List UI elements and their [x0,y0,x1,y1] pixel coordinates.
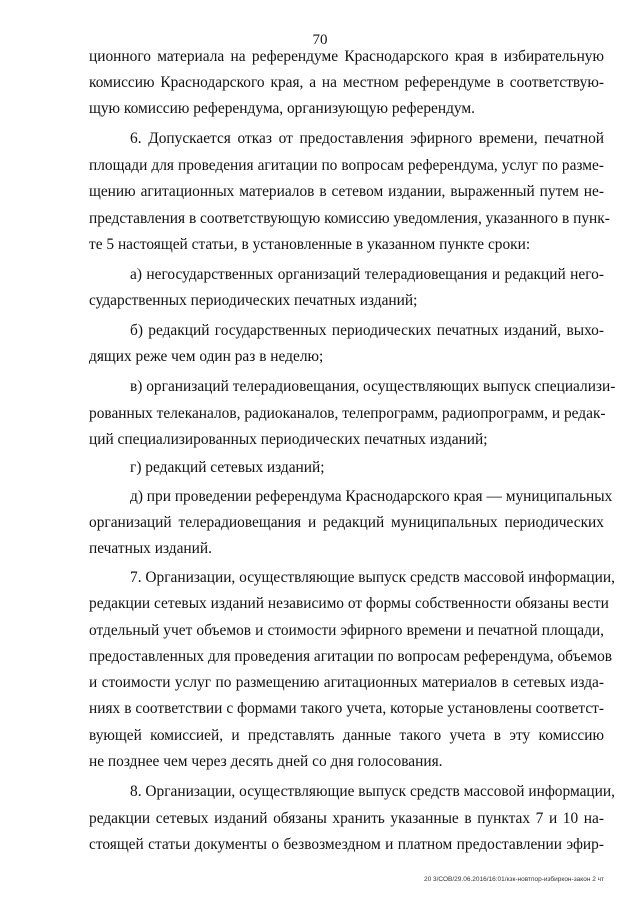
text-line: те 5 настоящей статьи, в установленные в указанном пункте сроки: [89,236,531,253]
text-line: ниях в соответствии с формами такого учета, которые установлены соответст- [89,700,604,717]
text-line: щую комиссию референдума, организующую референдум. [89,100,476,117]
text-line: вующей комиссией, и представлять данные такого учета в эту комиссию [89,727,604,744]
text-line: редакции сетевых изданий обязаны хранить указанные в пунктах 7 и 10 на- [89,810,604,827]
text-line: не позднее чем через десять дней со дня голосования. [89,753,443,770]
paragraph-6-start: 6. Допускается отказ от предоставления эфирного времени, печатной [130,130,604,147]
text-line: стоящей статьи документы о безвозмездном и платном предоставлении эфир- [89,836,604,853]
list-item-a-start: а) негосударственных организаций телерадиовещания и редакций него- [130,266,604,283]
text-line: редакции сетевых изданий независимо от формы собственности обязаны вести [89,595,609,612]
list-item-g: г) редакций сетевых изданий; [130,459,325,476]
text-line: организаций телерадиовещания и редакций муниципальных периодических [89,514,604,531]
text-line: щению агитационных материалов в сетевом издании, выраженный путем не- [89,183,604,200]
list-item-b-start: б) редакций государственных периодических печатных изданий, выхо- [130,322,604,339]
text-line: и стоимости услуг по размещению агитационных материалов в сетевых изда- [89,674,604,691]
paragraph-7-start: 7. Организации, осуществляющие выпуск средств массовой информации, [130,569,615,586]
text-line: ционного материала на референдуме Краснодарского края в избирательную [89,48,604,65]
text-line: представления в соответствующую комиссию уведомления, указанного в пунк- [89,210,610,227]
text-line: сударственных периодических печатных изданий; [89,292,418,309]
text-line: ций специализированных периодических печатных изданий; [89,431,488,448]
paragraph-8-start: 8. Организации, осуществляющие выпуск средств массовой информации, [130,783,615,800]
text-line: дящих реже чем один раз в неделю; [89,348,324,365]
text-line: печатных изданий. [89,540,212,557]
text-line: комиссию Краснодарского края, а на местном референдуме в соответствую- [89,74,604,91]
page-number: 70 [312,32,328,48]
text-line: площади для проведения агитации по вопросам референдума, услуг по разме- [89,157,604,174]
list-item-v-start: в) организаций телерадиовещания, осуществляющих выпуск специализи- [130,378,616,395]
text-line: отдельный учет объемов и стоимости эфирного времени и печатной площади, [89,622,604,639]
text-line: рованных телеканалов, радиоканалов, телепрограмм, радиопрограмм, и редак- [89,405,606,422]
list-item-d-start: д) при проведении референдума Краснодарского края — муниципальных [130,488,613,505]
document-footer-code: 20 3/СОВ/29.06.2016/16:01/кзк-новтпор-избиркон-закон 2 чт [423,876,604,883]
text-line: предоставленных для проведения агитации по вопросам референдума, объемов [89,648,613,665]
